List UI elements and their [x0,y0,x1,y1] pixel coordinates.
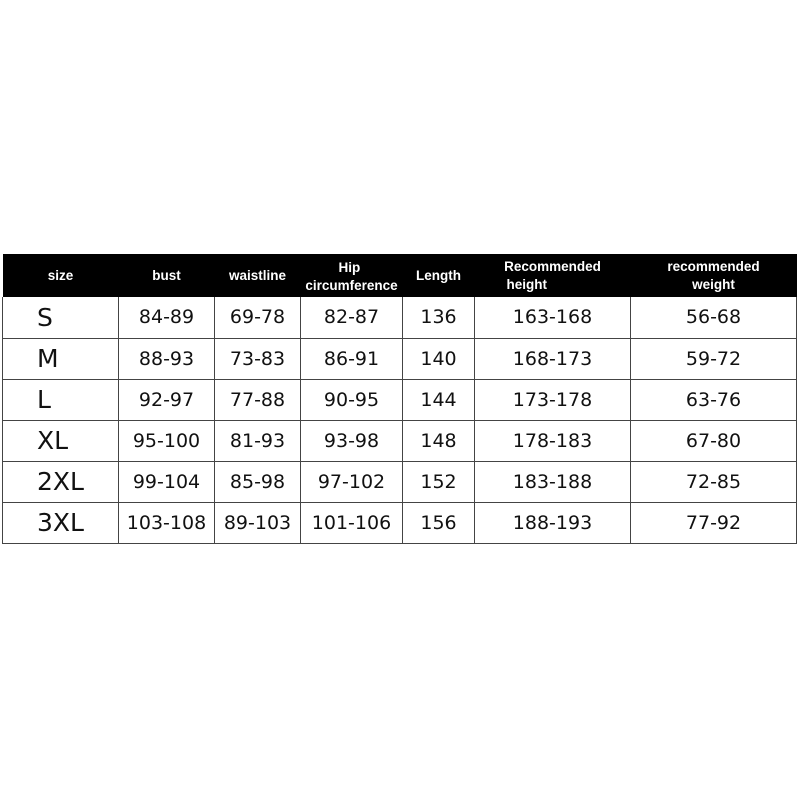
length-cell: 144 [403,379,475,420]
table-row [3,461,797,502]
size-cell: XL [3,420,119,461]
hip-cell: 90-95 [301,379,403,420]
size-cell: S [3,297,119,338]
bust-cell: 88-93 [119,338,215,379]
hip-cell: 97-102 [301,461,403,502]
header-length: Length [416,267,461,283]
header-row [3,254,797,297]
header-recommended-weight: recommended weight [667,258,760,292]
table-row [3,502,797,543]
bust-cell: 95-100 [119,420,215,461]
waistline-cell: 77-88 [215,379,301,420]
height-cell: 168-173 [475,338,631,379]
weight-cell: 63-76 [631,379,797,420]
hip-cell: 101-106 [301,502,403,543]
length-cell: 148 [403,420,475,461]
header-bust: bust [152,267,181,283]
size-cell: M [3,338,119,379]
header-waistline: waistline [228,267,287,283]
size-cell: 2XL [3,461,119,502]
weight-cell: 59-72 [631,338,797,379]
table-row [3,420,797,461]
height-cell: 188-193 [475,502,631,543]
weight-cell: 72-85 [631,461,797,502]
size-cell: L [3,379,119,420]
length-cell: 140 [403,338,475,379]
waistline-cell: 73-83 [215,338,301,379]
hip-cell: 86-91 [301,338,403,379]
bust-cell: 103-108 [119,502,215,543]
table-row [3,338,797,379]
header-hip-circumference: Hip circumference [305,259,398,293]
weight-cell: 56-68 [631,297,797,338]
size-cell: 3XL [3,502,119,543]
table-row [3,297,797,338]
table-row [3,379,797,420]
length-cell: 156 [403,502,475,543]
hip-cell: 82-87 [301,297,403,338]
header-recommended-height: Recommended height [504,258,601,292]
waistline-cell: 69-78 [215,297,301,338]
height-cell: 183-188 [475,461,631,502]
hip-cell: 93-98 [301,420,403,461]
length-cell: 152 [403,461,475,502]
waistline-cell: 85-98 [215,461,301,502]
weight-cell: 67-80 [631,420,797,461]
waistline-cell: 89-103 [215,502,301,543]
bust-cell: 84-89 [119,297,215,338]
bust-cell: 92-97 [119,379,215,420]
size-chart-table [2,254,797,544]
height-cell: 173-178 [475,379,631,420]
height-cell: 163-168 [475,297,631,338]
header-size: size [47,267,74,283]
length-cell: 136 [403,297,475,338]
waistline-cell: 81-93 [215,420,301,461]
weight-cell: 77-92 [631,502,797,543]
bust-cell: 99-104 [119,461,215,502]
height-cell: 178-183 [475,420,631,461]
